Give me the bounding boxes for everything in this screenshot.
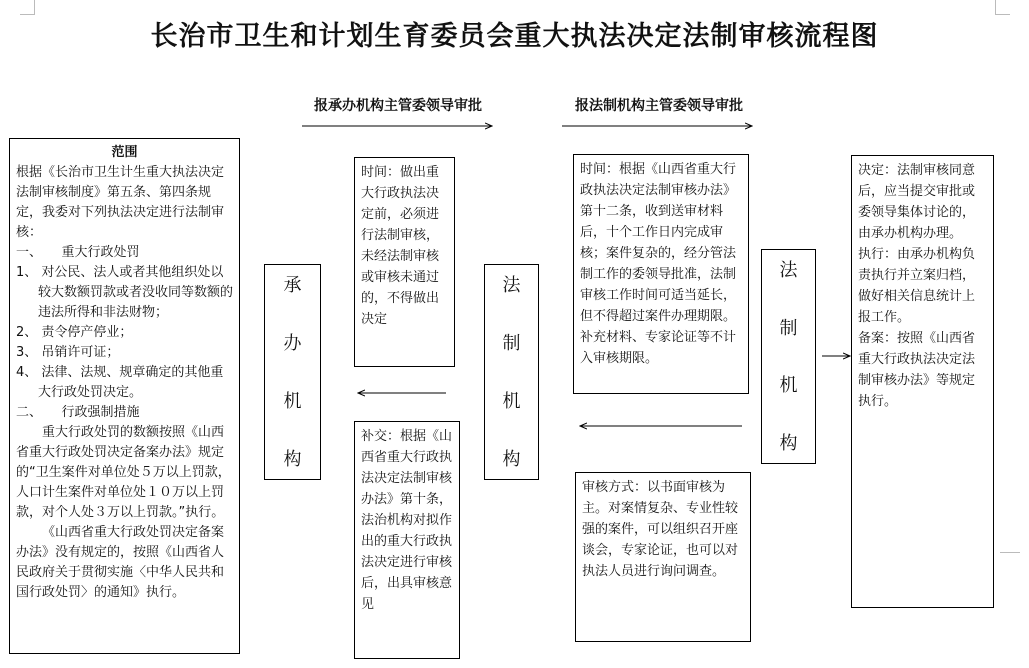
scope-heading: 范围	[111, 145, 138, 160]
arrow-label-undertaking-approval: 报承办机构主管委领导审批	[314, 98, 482, 114]
supplement-box	[354, 421, 460, 659]
scope-line-intro: 根据《长治市卫生计生重大执法决定法制审核制度》第五条、第四条规定，我委对下列执法决定进行法制审核：	[16, 165, 225, 240]
filing-text: 备案：按照《山西省重大行政执法决定法制审核办法》等规定执行。	[858, 331, 976, 409]
legal-org-right-char-1: 法	[779, 260, 798, 281]
undertaking-org-char-1: 承	[283, 275, 302, 296]
scope-line-amount-rule: 重大行政处罚的数额按照《山西省重大行政处罚决定备案办法》规定的“卫生案件对单位处５万以上罚款，人口计生案件对单位处１０万以上罚款，对个人处３万以上罚款。”执行。	[16, 425, 231, 520]
scope-line-item-1: 1、 对公民、法人或者其他组织处以较大数额罚款或者没收同等数额的违法所得和非法财物；	[16, 265, 234, 320]
decision-box	[851, 155, 994, 608]
execution-text: 执行：由承办机构负责执行并立案归档，做好相关信息统计上报工作。	[858, 247, 976, 325]
legal-org-right-char-2: 制	[779, 317, 798, 339]
arrow-label-legal-approval: 报法制机构主管委领导审批	[575, 98, 743, 114]
review-period-box	[573, 154, 749, 394]
review-period-text: 时间：根据《山西省重大行政执法决定法制审核办法》第十二条，收到送审材料后，十个工作日内完成审核；案件复杂的，经分管法制工作的委领导批准，法制审核工作时间可适当延长，但不得超过案件办理期限。补充材料、专家论证等不计入审核期限。	[580, 162, 737, 366]
undertaking-org-char-3: 机	[283, 391, 302, 412]
page-title: 长治市卫生和计划生育委员会重大执法决定法制审核流程图	[150, 21, 879, 52]
legal-org-middle-char-1: 法	[502, 275, 521, 296]
legal-org-middle-char-4: 构	[502, 449, 521, 470]
scope-line-fallback-rule: 《山西省重大行政处罚决定备案办法》没有规定的，按照《山西省人民政府关于贯彻实施〈中华人民共和国行政处罚〉的通知》执行。	[16, 525, 225, 600]
legal-org-right-char-3: 机	[779, 375, 798, 397]
supplement-box-text: 补交：根据《山西省重大行政执法决定法制审核办法》第十条，法治机构对拟作出的重大行政执法决定进行审核后，出具审核意见	[361, 429, 453, 612]
legal-org-middle-char-3: 机	[502, 391, 521, 412]
undertaking-org-char-4: 构	[283, 449, 302, 470]
undertaking-org-box	[264, 264, 321, 480]
legal-org-middle-char-2: 制	[502, 333, 521, 354]
scope-line-item-2: 2、 责令停产停业；	[16, 325, 133, 340]
scope-line-section-1: 一、 重大行政处罚	[16, 245, 140, 260]
legal-org-box-middle	[484, 264, 539, 480]
scope-line-item-3: 3、 吊销许可证；	[16, 345, 120, 360]
review-method-box	[575, 472, 751, 642]
legal-org-box-right	[761, 249, 816, 464]
review-method-text: 审核方式：以书面审核为主。对案情复杂、专业性较强的案件，可以组织召开座谈会，专家论证，也可以对执法人员进行询问调查。	[582, 480, 739, 579]
time-box	[354, 157, 455, 367]
decision-text: 决定：法制审核同意后，应当提交审批或委领导集体讨论的，由承办机构办理。	[858, 163, 976, 241]
scope-line-item-4: 4、 法律、法规、规章确定的其他重大行政处罚决定。	[16, 365, 224, 400]
time-box-text: 时间：做出重大行政执法决定前，必须进行法制审核，未经法制审核或审核未通过的，不得做出决定	[361, 165, 440, 327]
undertaking-org-char-2: 办	[283, 333, 302, 354]
scope-line-section-2: 二、 行政强制措施	[16, 405, 140, 420]
legal-org-right-char-4: 构	[779, 432, 798, 454]
scope-box	[9, 138, 240, 654]
